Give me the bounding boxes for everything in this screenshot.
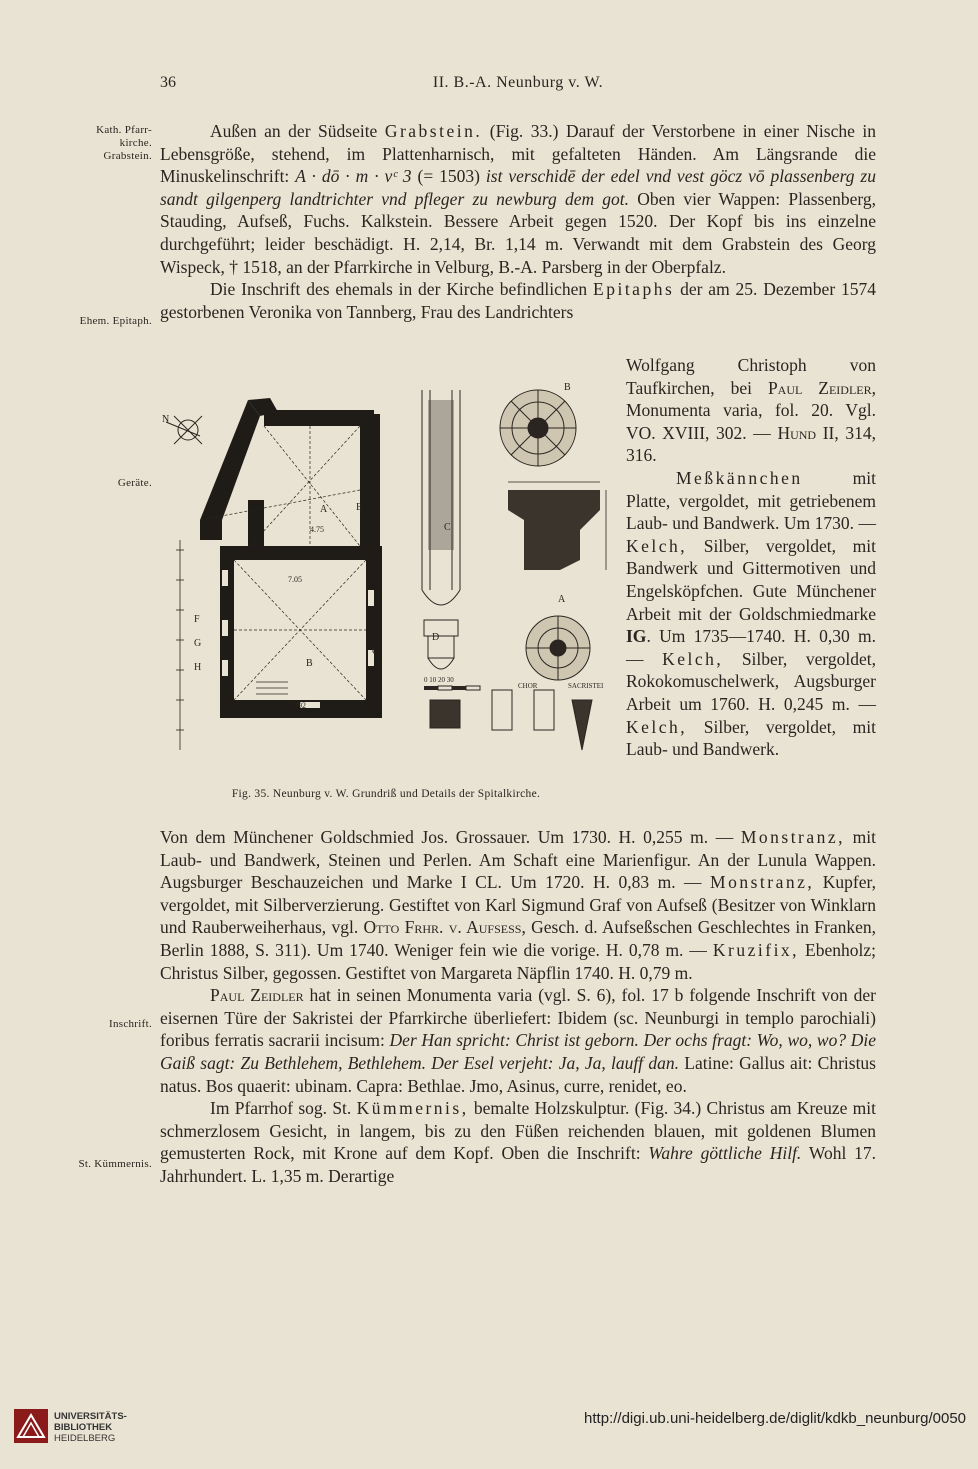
margin-note-kuemmernis: St. Kümmernis. (78, 1158, 152, 1170)
page-header (160, 74, 876, 96)
paragraph-kuemmernis: Im Pfarrhof sog. St. Kümmernis, bemalte Holzskulptur. (Fig. 34.) Christus am Kreuze mit schmerzlosem Gesicht, in langem, bis zu den Füßen reichenden blauen, mit goldenen Blumen gemusterten Rock, mit Krone auf dem Kopf. Oben die Inschrift: Wahre göttliche Hilf. Wohl 17. Jahrhundert. L. 1,35 m. Derartige (160, 1098, 877, 1186)
plan-label-a: A (320, 504, 328, 515)
label-chor: CHOR (518, 682, 538, 690)
detail-sections (430, 690, 592, 750)
library-logo-text: UNIVERSITÄTS- BIBLIOTHEK HEIDELBERG (54, 1411, 127, 1444)
rosette-label-b: B (564, 382, 571, 393)
plan-label-f: F (194, 614, 200, 625)
pillar-label-d: D (432, 632, 440, 643)
body-text-top (160, 120, 876, 323)
margin-note-epitaph: Ehem. Epitaph. (79, 315, 152, 327)
plan-label-g: G (194, 638, 202, 649)
rosette-label-a: A (558, 594, 566, 605)
paragraph-geraete: Meßkännchen mit Platte, vergoldet, mit getriebenem Laub- und Bandwerk. Um 1730. — Kelch, Silber, vergoldet, mit Bandwerk und Gittermotiven und Engelsköpfchen. Gute Münchener Arbeit mit der Goldschmiedmarke IG. Um 1735—1740. H. 0,30 m. — Kelch, Silber, vergoldet, Rokokomuschelwerk, Augsburger Arbeit um 1760. H. 0,245 m. — Kelch, Silber, vergoldet, mit Laub- und Bandwerk. (626, 467, 877, 760)
margin-note-geraete: Geräte. (117, 477, 152, 489)
figure-caption: Fig. 35. Neunburg v. W. Grundriß und Details der Spitalkirche. (231, 788, 541, 800)
paragraph-grabstein: Außen an der Südseite Grabstein. (Fig. 33.) Darauf der Verstorbene in einer Nische in Lebensgröße, stehend, im Plattenharnisch, mit gefalteten Händen. Am Längsrande die Minuskelinschrift: A · dō · m · vᶜ 3 (= 1503) ist verschidē der edel vnd vest göcz vō plassenberg zu sandt gilgenperg landtrichter vnd pfleger zu newburg dem got. Oben vier Wappen: Plassenberg, Stauding, Aufseß, Fuchs. Kalkstein. Bessere Arbeit gegen 1520. Der Kopf bis ins einzelne durchgeführt; leider beschädigt. H. 2,14, Br. 1,14 m. Verwandt mit dem Grabstein des Georg Wispeck, † 1518, an der Pfarrkirche in Velburg, B.-A. Parsberg in der Oberpfalz. (160, 121, 876, 277)
margin-note-grabstein: Kath. Pfarr- kirche. Grabstein. (96, 124, 152, 162)
library-logo[interactable] (14, 1407, 164, 1447)
plan-label-b: B (306, 658, 313, 669)
plan-label-c: C (372, 646, 379, 657)
margin-note-inschrift: Inschrift. (108, 1018, 152, 1030)
capital-profile (508, 490, 600, 570)
paragraph-epitaph-cont: Wolfgang Christoph von Taufkirchen, bei Paul Zeidler, Monumenta varia, fol. 20. Vgl. VO. XVIII, 302. — Hund II, 314, 316. (626, 355, 876, 466)
dim-475: 4.75 (310, 525, 324, 534)
body-text-bottom (160, 826, 876, 1188)
scale-bar (424, 686, 480, 690)
paragraph-geraete-cont: Von dem Münchener Goldschmied Jos. Grossauer. Um 1730. H. 0,255 m. — Monstranz, mit Laub- und Bandwerk, Steinen und Perlen. Am Schaft eine Marienfigur. An der Lunula Wappen. Augsburger Beschauzeichen und Marke I CL. Um 1720. H. 0,83 m. — Monstranz, Kupfer, vergoldet, mit Silberverzierung. Gestiftet von Karl Sigmund Graf von Aufseß (Besitzer von Winklarn und Rauberweiherhaus, vgl. Otto Frhr. v. Aufsess, Gesch. d. Aufseßschen Geschlechtes in Franken, Berlin 1888, S. 311). Um 1740. Weniger fein wie die vorige. H. 0,78 m. — Kruzifix, Ebenholz; Christus Silber, gegossen. Gestiftet von Margareta Näpflin 1740. H. 0,79 m. (160, 827, 877, 983)
rosette-a (526, 616, 590, 680)
scale-label: 0 10 20 30 (424, 676, 454, 684)
dim-705: 7.05 (288, 575, 302, 584)
rosette-b (500, 390, 576, 466)
plan-label-h: H (194, 662, 202, 673)
page-number: 36 (160, 74, 176, 91)
plan-label-e: E (356, 502, 363, 513)
pillar-label-c: C (444, 522, 451, 533)
running-head: II. B.-A. Neunburg v. W. (432, 74, 604, 91)
paragraph-inschrift: Paul Zeidler hat in seinen Monumenta varia (vgl. S. 6), fol. 17 b folgende Inschrift von der eisernen Türe der Sakristei der Pfarrkirche überliefert: Ibidem (sc. Neunburgi in templo parochiali) foribus ferratis sacrarii incisum: Der Han spricht: Christ ist geborn. Der ochs fragt: Wo, wo, wo? Die Gaiß sagt: Zu Bethlehem, Bethlehem. Der Esel verjeht: Ja, Ja, lauff dan. Latine: Gallus ait: Christus natus. Bos quaerit: ubinam. Capra: Bethlae. Jmo, Asinus, curre, renidet, eo. (160, 985, 876, 1096)
figure-35 (160, 370, 612, 800)
label-sacristei: SACRISTEI (568, 682, 604, 690)
floor-plan-drawing (160, 370, 612, 780)
paragraph-epitaph: Die Inschrift des ehemals in der Kirche befindlichen Epitaphs der am 25. Dezember 1574 gestorbenen Veronika von Tannberg, Frau des Landrichters (160, 279, 876, 322)
dim-792: 792 (294, 701, 306, 710)
compass-north-label: N (162, 414, 170, 425)
source-url-link[interactable]: http://digi.ub.uni-heidelberg.de/diglit/kdkb_neunburg/0050 (584, 1410, 966, 1427)
side-column-text (626, 354, 876, 761)
library-logo-icon (14, 1409, 48, 1443)
